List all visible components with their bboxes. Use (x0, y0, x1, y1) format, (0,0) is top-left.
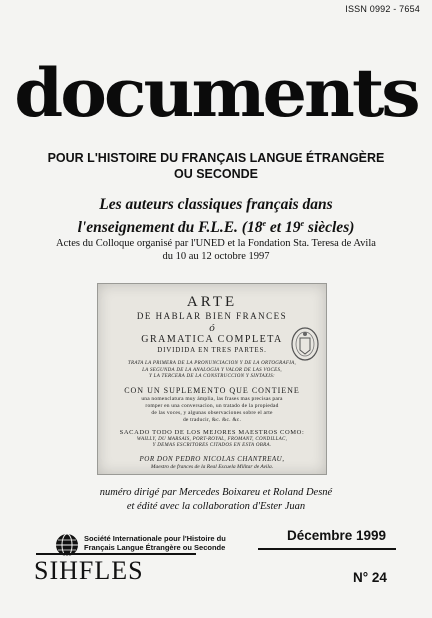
book-line-trata-1: TRATA LA PRIMERA DE LA PRONUNCIACION Y DE LA ORTOGRAFIA, (127, 361, 297, 366)
book-line-authors-2: Y DEMAS ESCRITORES CITADOS EN ESTA OBRA. (152, 443, 272, 448)
issue-title-text-b: et 19 (266, 219, 301, 237)
book-line-suplemento: CON UN SUPLEMENTO QUE CONTIENE (124, 385, 300, 395)
society-name-line2: Français Langue Étrangère ou Seconde (84, 543, 226, 552)
proceedings-line2: du 10 au 12 octobre 1997 (162, 251, 270, 262)
book-line-trata-2: LA SEGUNDA DE LA ANALOGIA Y VALOR DE LAS VOCES, (142, 367, 282, 373)
issue-title-line2 (0, 214, 432, 237)
book-line-authors-1: WAILLY, DU MARSAIS, PORT-ROYAL, FROMANT, CONDILLAC, (136, 436, 288, 442)
issue-title-text-c: siècles) (304, 219, 355, 237)
society-name (84, 534, 226, 552)
society-acronym: SIHFLES (34, 556, 144, 585)
book-line-arte: ARTE (186, 294, 238, 310)
book-line-sacado: SACADO TODO DE LOS MEJORES MAESTROS COMO: (119, 428, 305, 436)
book-line-trata-3: Y LA TERCERA DE LA CONSTRUCCION Y SINTAXIS: (148, 374, 276, 379)
issue-number: N° 24 (353, 570, 387, 585)
issue-editors (0, 486, 432, 514)
issue-title-line1: Les auteurs classiques français dans (99, 196, 333, 213)
proceedings-info (0, 237, 432, 263)
journal-subtitle-line2: OU SECONDE (173, 167, 259, 181)
book-line-gramatica: GRAMATICA COMPLETA (141, 334, 283, 345)
book-line-nomenclatura-4: de traducir, &c. &c. &c. (182, 416, 242, 423)
issn-number: ISSN 0992 - 7654 (345, 4, 420, 14)
book-line-author-title: Maestro de frances de la Real Escuela Militar de Avila. (150, 463, 274, 470)
journal-subtitle-line1: POUR L'HISTOIRE DU FRANÇAIS LANGUE ÉTRANGÈRE (47, 151, 385, 165)
book-line-nomenclatura-3: de las voces, y algunas observaciones sobre el arte (151, 409, 273, 416)
issue-date: Décembre 1999 (287, 528, 387, 543)
issue-title-sup1: e (262, 219, 267, 228)
issue-editors-line2: et édité avec la collaboration d'Ester Juan (126, 501, 306, 512)
book-line-subtitle: DE HABLAR BIEN FRANCES (136, 311, 288, 321)
book-line-author: POR DON PEDRO NICOLAS CHANTREAU, (139, 454, 285, 463)
journal-logo: documents (14, 53, 418, 132)
issue-editors-line1: numéro dirigé par Mercedes Boixareu et Roland Desné (99, 487, 333, 498)
book-text (106, 294, 318, 471)
issue-title (0, 195, 432, 237)
book-line-o: ó (209, 322, 215, 334)
society-name-line1: Société Internationale pour l'Histoire du (84, 534, 226, 543)
issue-title-text-a: l'enseignement du F.L.E. (18 (77, 219, 263, 237)
issue-title-sup2: e (300, 219, 305, 228)
book-title-page-image (97, 283, 327, 475)
journal-subtitle (0, 150, 432, 182)
book-line-nomenclatura-2: romper en una conversacion, un tratado de la propiedad (145, 402, 279, 409)
book-line-nomenclatura-1: una nomenclatura muy ámplia, las frases mas precisas para (141, 395, 283, 402)
date-divider (258, 548, 396, 550)
proceedings-line1: Actes du Colloque organisé par l'UNED et la Fondation Sta. Teresa de Avila (56, 238, 376, 249)
book-line-dividida: DIVIDIDA EN TRES PARTES. (157, 346, 267, 354)
society-divider (36, 553, 196, 555)
